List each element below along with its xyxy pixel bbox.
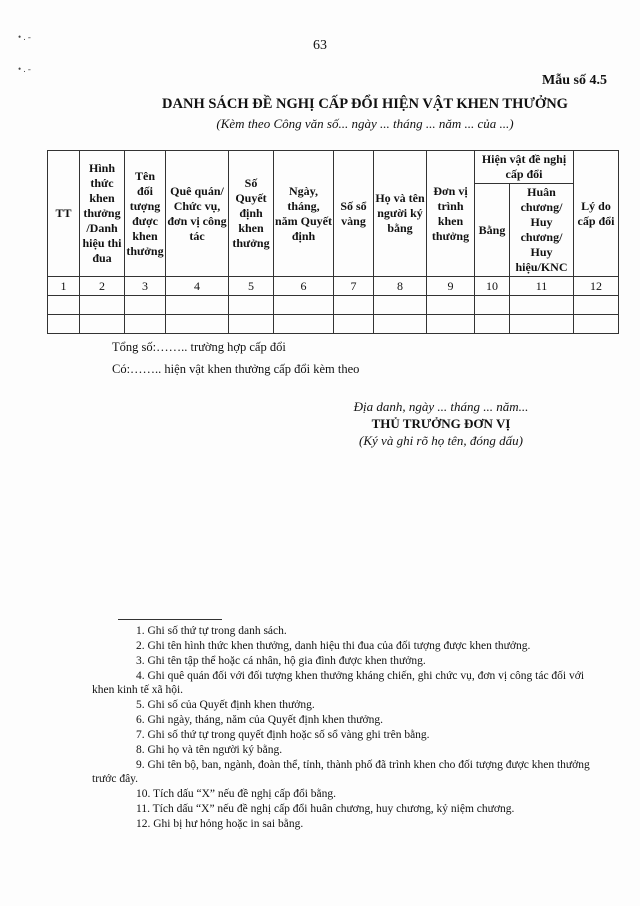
table-cell <box>475 315 510 334</box>
table-cell <box>427 296 475 315</box>
table-cell <box>427 315 475 334</box>
column-number: 10 <box>475 277 510 296</box>
footnotes <box>92 624 602 832</box>
footnote-item: 6. Ghi ngày, tháng, năm của Quyết định khen thưởng. <box>136 714 383 726</box>
col-header-certificate: Bằng <box>475 184 510 277</box>
scan-mark: • . - <box>18 64 31 74</box>
footnote-item: 11. Tích dấu “X” nếu đề nghị cấp đổi huân chương, huy chương, kỷ niệm chương. <box>136 803 515 815</box>
footnote-item: 3. Ghi tên tập thể hoặc cá nhân, hộ gia đình được khen thưởng. <box>136 655 426 667</box>
table-cell <box>510 296 574 315</box>
column-number: 11 <box>510 277 574 296</box>
table-cell <box>374 315 427 334</box>
table-cell <box>574 315 619 334</box>
col-header-tt: TT <box>48 151 80 277</box>
column-number: 6 <box>274 277 334 296</box>
signer-role: THỦ TRƯỞNG ĐƠN VỊ <box>371 416 511 431</box>
form-code: Mẫu số 4.5 <box>542 73 607 88</box>
table-cell <box>510 315 574 334</box>
column-number-row <box>48 277 619 296</box>
footnote-divider <box>118 619 222 620</box>
table-cell <box>334 296 374 315</box>
table-cell <box>574 296 619 315</box>
table-cell <box>229 315 274 334</box>
column-number: 1 <box>48 277 80 296</box>
col-header-decision-date: Ngày, tháng, năm Quyết định <box>274 151 334 277</box>
table-cell <box>125 296 166 315</box>
col-header-recipient-name: Tên đối tượng được khen thưởng <box>125 151 166 277</box>
column-number: 12 <box>574 277 619 296</box>
col-header-decision-number: Số Quyết định khen thưởng <box>229 151 274 277</box>
total-cases-line: Tổng số:…….. trường hợp cấp đổi <box>112 340 286 354</box>
col-header-golden-book-number: Số sổ vàng <box>334 151 374 277</box>
col-header-reason: Lý do cấp đổi <box>574 151 619 277</box>
table-cell <box>166 315 229 334</box>
column-number: 7 <box>334 277 374 296</box>
col-header-medal: Huân chương/ Huy chương/ Huy hiệu/KNC <box>510 184 574 277</box>
items-attached-line: Có:…….. hiện vật khen thưởng cấp đổi kèm theo <box>112 362 360 376</box>
signature-block <box>300 398 582 449</box>
table-row <box>48 296 619 315</box>
footnote-item: 12. Ghi bị hư hỏng hoặc in sai bằng. <box>136 818 304 830</box>
table-cell <box>274 296 334 315</box>
exchange-request-table <box>47 150 619 334</box>
footnote-item: 10. Tích dấu “X” nếu đề nghị cấp đổi bằng. <box>136 788 337 800</box>
col-header-hometown: Quê quán/ Chức vụ, đơn vị công tác <box>166 151 229 277</box>
place-date-line: Địa danh, ngày ... tháng ... năm... <box>353 399 529 414</box>
col-header-submitting-unit: Đơn vị trình khen thưởng <box>427 151 475 277</box>
table-cell <box>334 315 374 334</box>
table-cell <box>80 296 125 315</box>
table-row <box>48 315 619 334</box>
table-cell <box>166 296 229 315</box>
table-cell <box>125 315 166 334</box>
footnote-item: 2. Ghi tên hình thức khen thưởng, danh hiệu thi đua của đối tượng được khen thưởng. <box>136 640 531 652</box>
table-cell <box>80 315 125 334</box>
document-title: DANH SÁCH ĐỀ NGHỊ CẤP ĐỔI HIỆN VẬT KHEN THƯỞNG <box>162 96 568 112</box>
column-number: 3 <box>125 277 166 296</box>
col-header-signer-name: Họ và tên người ký bằng <box>374 151 427 277</box>
column-number: 5 <box>229 277 274 296</box>
col-header-items-group: Hiện vật đề nghị cấp đổi <box>475 151 574 184</box>
signature-instruction: (Ký và ghi rõ họ tên, đóng dấu) <box>359 433 523 448</box>
footnote-item: 5. Ghi số của Quyết định khen thưởng. <box>136 699 315 711</box>
document-subtitle: (Kèm theo Công văn số... ngày ... tháng ... năm ... của ...) <box>216 116 514 131</box>
column-number: 9 <box>427 277 475 296</box>
table-cell <box>48 296 80 315</box>
page-number: 63 <box>313 38 327 53</box>
footnote-item: 4. Ghi quê quán đối với đối tượng khen thưởng kháng chiến, ghi chức vụ, đơn vị công tác đối với khen kinh tế xã hội. <box>92 670 585 696</box>
table-cell <box>274 315 334 334</box>
table-cell <box>475 296 510 315</box>
table-cell <box>374 296 427 315</box>
scan-mark: • . - <box>18 32 31 42</box>
col-header-award-form: Hình thức khen thưởng /Danh hiệu thi đua <box>80 151 125 277</box>
footnote-item: 9. Ghi tên bộ, ban, ngành, đoàn thể, tỉnh, thành phố đã trình khen cho đối tượng được khen thưởng trước đây. <box>92 759 590 785</box>
footnote-item: 8. Ghi họ và tên người ký bằng. <box>136 744 283 756</box>
column-number: 8 <box>374 277 427 296</box>
footnote-item: 7. Ghi số thứ tự trong quyết định hoặc số sổ vàng ghi trên bằng. <box>136 729 430 741</box>
column-number: 2 <box>80 277 125 296</box>
table-cell <box>48 315 80 334</box>
table-cell <box>229 296 274 315</box>
column-number: 4 <box>166 277 229 296</box>
footnote-item: 1. Ghi số thứ tự trong danh sách. <box>136 625 287 637</box>
